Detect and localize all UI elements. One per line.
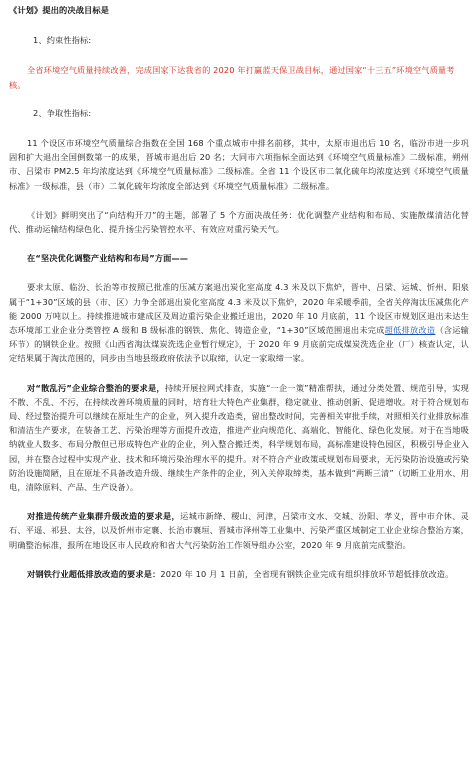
cluster-text: 运城市新绛、稷山、河津，吕梁市文水、交城、汾阳、孝义，晋中市介休、灵石、平遥、祁县、太谷，以及忻州市定襄、长治市襄垣、晋城市泽州等工业集中、污染严重区域制定工业企业综合整治方案，明确整治标准，报所在地设区市人民政府和省大气污染防治工作领导组办公室，2020 年 9 月底前完成整治。 xyxy=(9,511,469,550)
article-title: 《计划》提出的决战目标是 xyxy=(9,5,110,15)
industry-text-before-link: 要求太原、临汾、长治等市按照已批准的压减方案退出炭化室高度 4.3 米及以下焦炉，晋中、吕梁、运城、忻州、阳泉属于“1+30”区域的县（市、区）力争全部退出炭化室高度 4.3 米及以下焦炉，2020 年采暖季前，全省关停淘汰压减焦化产能 2000 万吨以上。持续推进城市建成区及周边重污染企业搬迁退出，2020 年 10 月底前，11 个设区市规划区退出未达生态环境部工业企业分类管控 A 级和 B 级标准的钢铁、焦化、铸造企业，“1+30”区域范围退出未完成 xyxy=(9,282,469,336)
scatter-paragraph xyxy=(9,381,469,495)
expected-heading: 2、争取性指标: xyxy=(33,107,92,118)
cluster-paragraph xyxy=(9,509,469,552)
constraint-heading: 1、约束性指标: xyxy=(33,35,92,46)
ultra-low-emission-link[interactable]: 超低排放改造 xyxy=(384,325,436,336)
steel-paragraph xyxy=(9,567,469,581)
plan-text: 《计划》鲜明突出了“向结构开刀”的主题，部署了 5 个方面决战任务：优化调整产业结构和布局、实施散煤清洁化替代、推动运输结构绿色化、提升扬尘污染管控水平、有效应对重污染天气。 xyxy=(9,209,469,235)
cluster-lead: 对推进传统产业集群升级改造的要求是， xyxy=(27,511,181,522)
scatter-text: 持续开展拉网式排查，实施“一企一策”精准帮扶，通过分类处置、规范引导，实现不散、不乱、不污，在持续改善环境质量的同时，培育壮大特色产业集群，稳定就业、推动创新、促进增收。对于符合规划布局、经过整治提升可以继续在原址生产的企业，列入提升改造类，留出整改时间，完善相关审批手续，对照相关行业排放标准和清洁生产要求，在装备工艺、污染治理等方面提升改造，推进产业向规范化、高端化、智能化、绿色化发展。对于在当地吸纳就业人数多、布局分散但已形成特色产业的企业，列入整合搬迁类，科学规划布局，高标准建设特色园区，积极引导企业入园，并在整合过程中实现产业、技术和环境污染治理水平的提升。对不符合产业政策或规划布局要求，无污染防治设施或污染防治设施简陋，且在原址不具备改造升级、继续生产条件的企业，列入关停取缔类，基本做到“两断三清”（切断工业用水、用电，清除原料、产品、生产设备）。 xyxy=(9,382,470,493)
industry-text-after-link: （含运输环节）的钢铁企业。按照《山西省淘汰煤炭洗选企业暂行规定》，于 2020 年 9 月底前完成煤炭洗选企业（厂）核查认定，认定结果属于淘汰范围的，同步由当地县级政府依法予以取缔，认定一家取缔一家。 xyxy=(9,325,469,364)
industry-paragraph xyxy=(9,280,469,365)
steel-lead: 对钢铁行业超低排放改造的要求是： xyxy=(27,568,161,579)
expected-text: 11 个设区市环境空气质量综合指数在全国 168 个重点城市中排名前移，其中，太原市退出后 10 名，临汾市进一步巩固和扩大退出全国倒数第一的成果，晋城市退出后 20 名；大同市六项指标全面达到《环境空气质量标准》二级标准，朔州市、吕梁市 PM2.5 年均浓度达到《环境空气质量标准》二级标准。全省 11 个设区市二氧化硫年均浓度达到《环境空气质量标准》一级标准，县（市）二氧化硫年均浓度全部达到《环境空气质量标准》二级标准。 xyxy=(9,138,469,191)
section-heading: 在“坚决优化调整产业结构和布局”方面—— xyxy=(27,253,189,264)
steel-text: 2020 年 10 月 1 日前，全省现有钢铁企业完成有组织排放环节超低排放改造。 xyxy=(160,568,454,579)
scatter-lead: 对“散乱污”企业综合整治的要求是， xyxy=(27,382,165,393)
constraint-text: 全省环境空气质量持续改善，完成国家下达我省的 2020 年打赢蓝天保卫战目标，通过国家“十三五”环境空气质量考核。 xyxy=(9,65,455,90)
